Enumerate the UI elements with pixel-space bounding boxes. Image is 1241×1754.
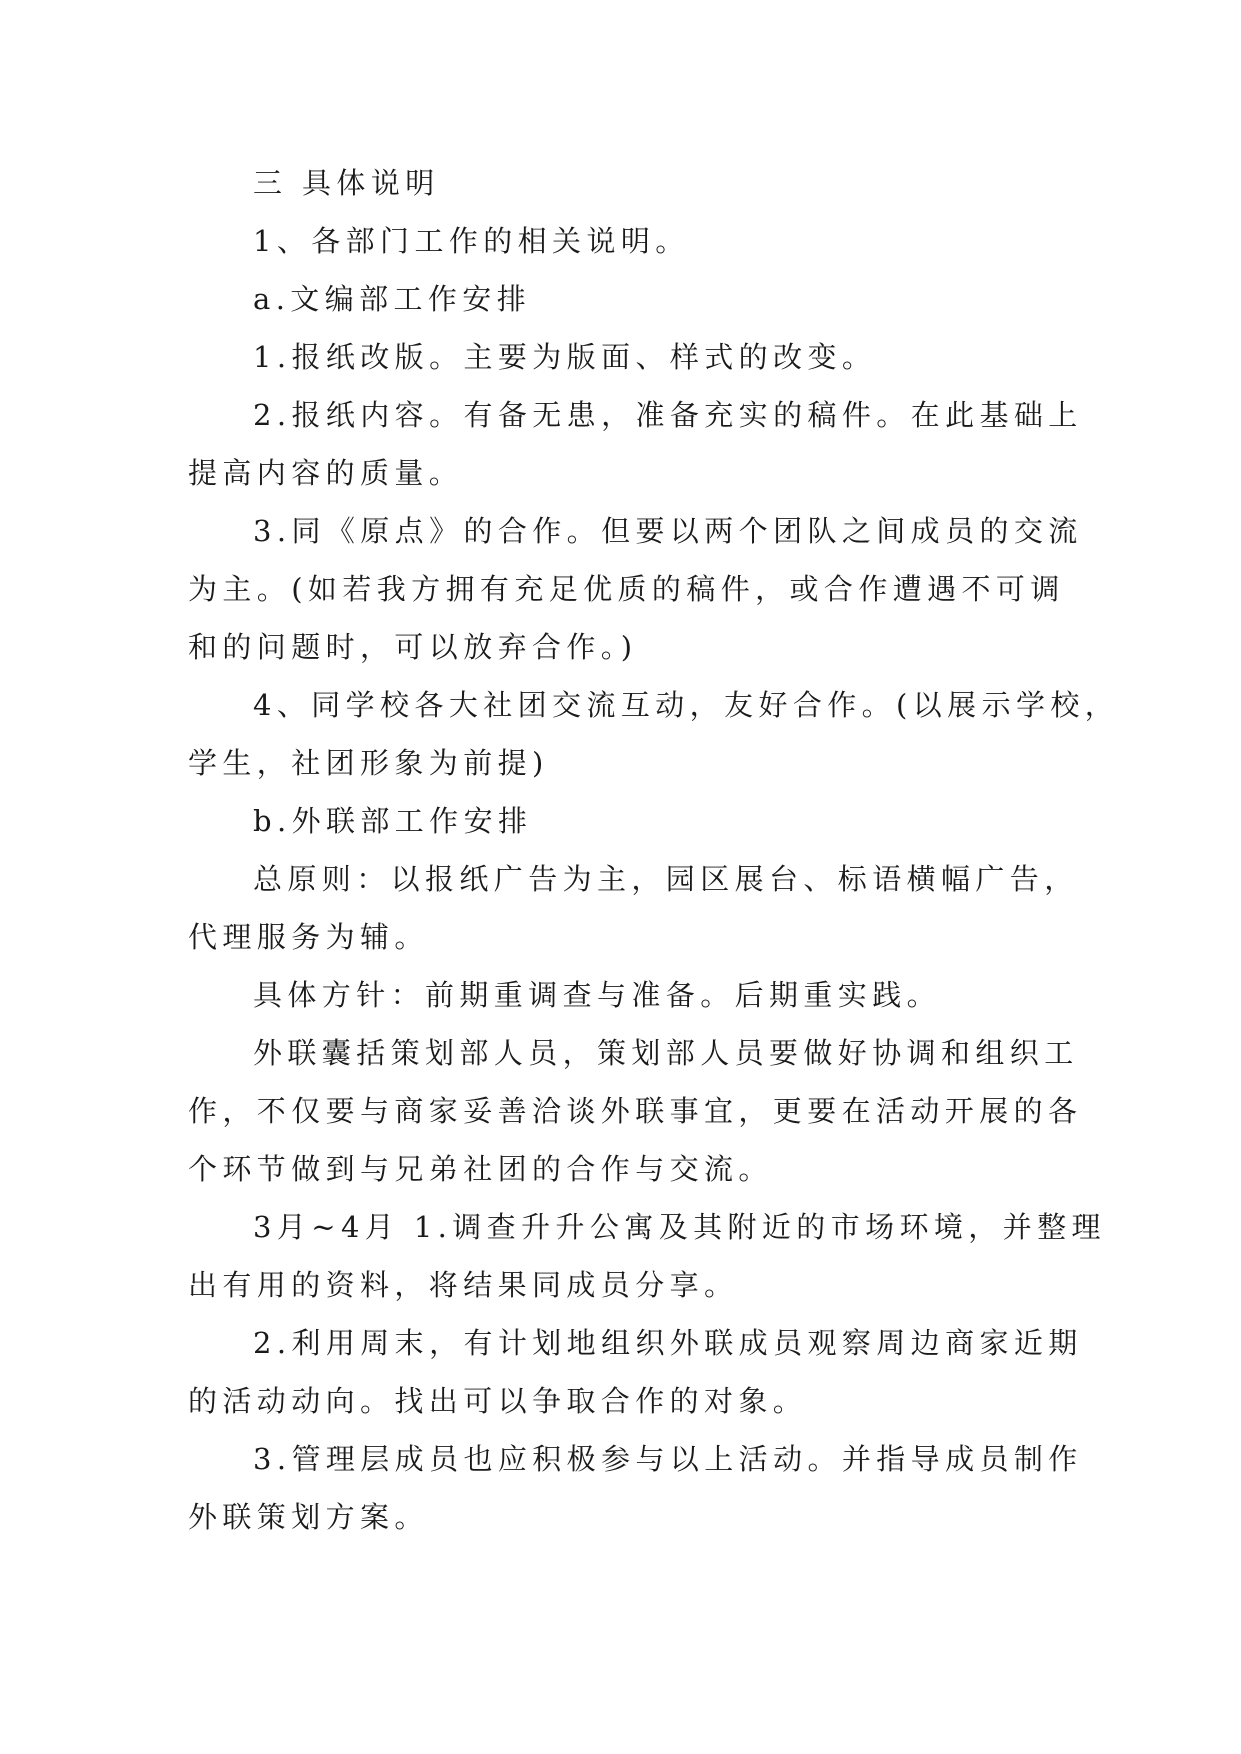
paragraph-line: 外联囊括策划部人员，策划部人员要做好协调和组织工	[253, 1036, 1079, 1070]
paragraph-line: 具体方针：前期重调查与准备。后期重实践。	[253, 978, 942, 1012]
paragraph-line: 学生，社团形象为前提)	[188, 746, 549, 780]
section-heading: 三 具体说明	[253, 166, 440, 200]
paragraph-line: 为主。(如若我方拥有充足优质的稿件，或合作遭遇不可调	[188, 572, 1065, 606]
paragraph-line: 代理服务为辅。	[188, 920, 429, 954]
paragraph-line: 3.管理层成员也应积极参与以上活动。并指导成员制作	[253, 1442, 1083, 1476]
subsection-heading: b.外联部工作安排	[253, 804, 533, 838]
paragraph-line: 总原则：以报纸广告为主，园区展台、标语横幅广告，	[253, 862, 1079, 896]
paragraph-line: 3.同《原点》的合作。但要以两个团队之间成员的交流	[253, 514, 1083, 548]
subsection-heading: a.文编部工作安排	[253, 282, 532, 316]
paragraph-line: 提高内容的质量。	[188, 456, 464, 490]
paragraph-line: 3月~4月 1.调查升升公寓及其附近的市场环境，并整理	[253, 1210, 1106, 1244]
paragraph-line: 的活动动向。找出可以争取合作的对象。	[188, 1384, 808, 1418]
paragraph-line: 1.报纸改版。主要为版面、样式的改变。	[253, 340, 877, 374]
paragraph-line: 个环节做到与兄弟社团的合作与交流。	[188, 1152, 773, 1186]
paragraph-line: 外联策划方案。	[188, 1500, 429, 1534]
paragraph-line: 2.报纸内容。有备无患，准备充实的稿件。在此基础上	[253, 398, 1083, 432]
paragraph-line: 和的问题时，可以放弃合作。)	[188, 630, 638, 664]
paragraph-line: 出有用的资料，将结果同成员分享。	[188, 1268, 739, 1302]
paragraph-line: 2.利用周末，有计划地组织外联成员观察周边商家近期	[253, 1326, 1083, 1360]
paragraph-line: 1、各部门工作的相关说明。	[253, 224, 690, 258]
paragraph-line: 作，不仅要与商家妥善洽谈外联事宜，更要在活动开展的各	[188, 1094, 1083, 1128]
paragraph-line: 4、同学校各大社团交流互动，友好合作。(以展示学校，	[253, 688, 1120, 722]
